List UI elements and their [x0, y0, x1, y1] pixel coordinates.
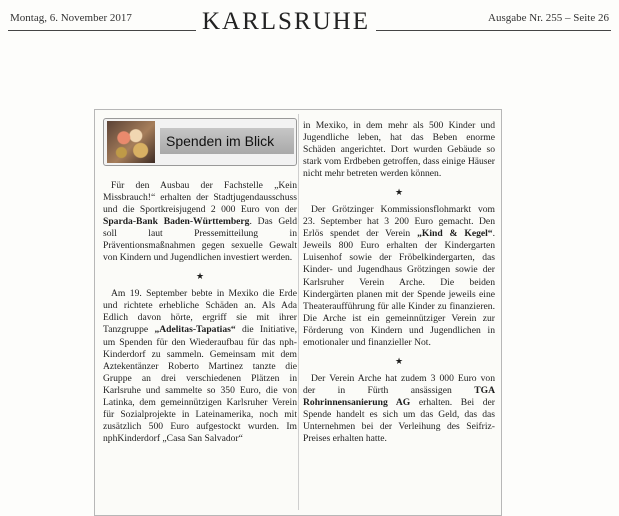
- separator-star: ★: [394, 187, 404, 198]
- paragraph-mexico: Am 19. September bebte in Mexiko die Erde und richtete erhebliche Schäden an. Als Ada Edlich davon hörte, ergriff sie mit ihrer Tanzgruppe „Adelitas-Tapatias“ die Initiative, um Spenden für den Wiederaufbau für das nph-Kinderdorf zu sammeln. Gemeinsam mit dem Aztekentänzer Roberto Martinez tanzte die Gruppe an drei verschiedenen Plätzen in Karlsruhe und sammelte so 350 Euro, die von Latinka, dem gemeinnützigen Karlsruher Verein für Sozialprojekte in Lateinamerika, noch mit zusätzlich 500 Euro aufgestockt wurden. Im nphKinderdorf „Casa San Salvador“: [103, 288, 297, 444]
- paragraph-flohmarkt: Der Grötzinger Kommissionsflohmarkt vom 23. September hat 3 200 Euro gemacht. Den Erlös spendet der Verein „Kind & Kegel“. Jeweils 800 Euro erhalten der Kindergarten Luisenhof sowie der Fröbelkindergarten, das Kinder- und Jugendhaus Grötzingen sowie der Karlsruher Verein Arche. Die beiden Kindergärten planen mit der Spende jeweils eine Theateraufführung für alle Kinder zu finanzieren. Die Arche ist ein gemeinnütziger Verein zur Förderung von Kindern und Jugendlichen in emotionaler und finanzieller Not.: [303, 204, 496, 348]
- left-column: [103, 110, 297, 445]
- column-divider: [298, 114, 299, 510]
- article-clipping: [94, 109, 502, 516]
- section-title-wrap: [196, 8, 376, 36]
- issue-date: Montag, 6. November 2017: [10, 12, 132, 24]
- paragraph-arche: Der Verein Arche hat zudem 3 000 Euro von der in Fürth ansässigen TGA Rohrinnensanierung AG erhalten. Bei der Spende handelt es sich um das Geld, das das Unternehmen bei der Verleihung des Seifriz-Preises erhalten hatte.: [303, 372, 496, 445]
- paragraph-mexico-continued: in Mexiko, in dem mehr als 500 Kinder und Jugendliche leben, hat das Beben enorme Schäden angerichtet. Dort wurden Gebäude so stark vom Erdbeben getroffen, dass einige Häuser nicht mehr betreten werden können.: [303, 120, 495, 180]
- right-column: [303, 120, 495, 445]
- article-heading: Spenden im Blick: [160, 128, 294, 154]
- paragraph-sparda: Für den Ausbau der Fachstelle „Kein Missbrauch!“ erhalten der Stadtjugendausschuss und die Sportkreisjugend 2 000 Euro von der Sparda-Bank Baden-Württemberg. Das Geld soll laut Pressemitteilung in Präventionsmaßnahmen gegen sexuelle Gewalt von Kindern und Jugendlichen investiert werden.: [103, 180, 297, 264]
- separator-star: ★: [195, 271, 205, 282]
- newspaper-masthead: [0, 0, 619, 40]
- issue-number: Ausgabe Nr. 255 – Seite 26: [484, 12, 609, 24]
- article-header-box: [103, 118, 297, 166]
- coins-photo-icon: [107, 121, 155, 163]
- separator-star: ★: [394, 355, 404, 366]
- section-title: KARLSRUHE: [202, 8, 371, 35]
